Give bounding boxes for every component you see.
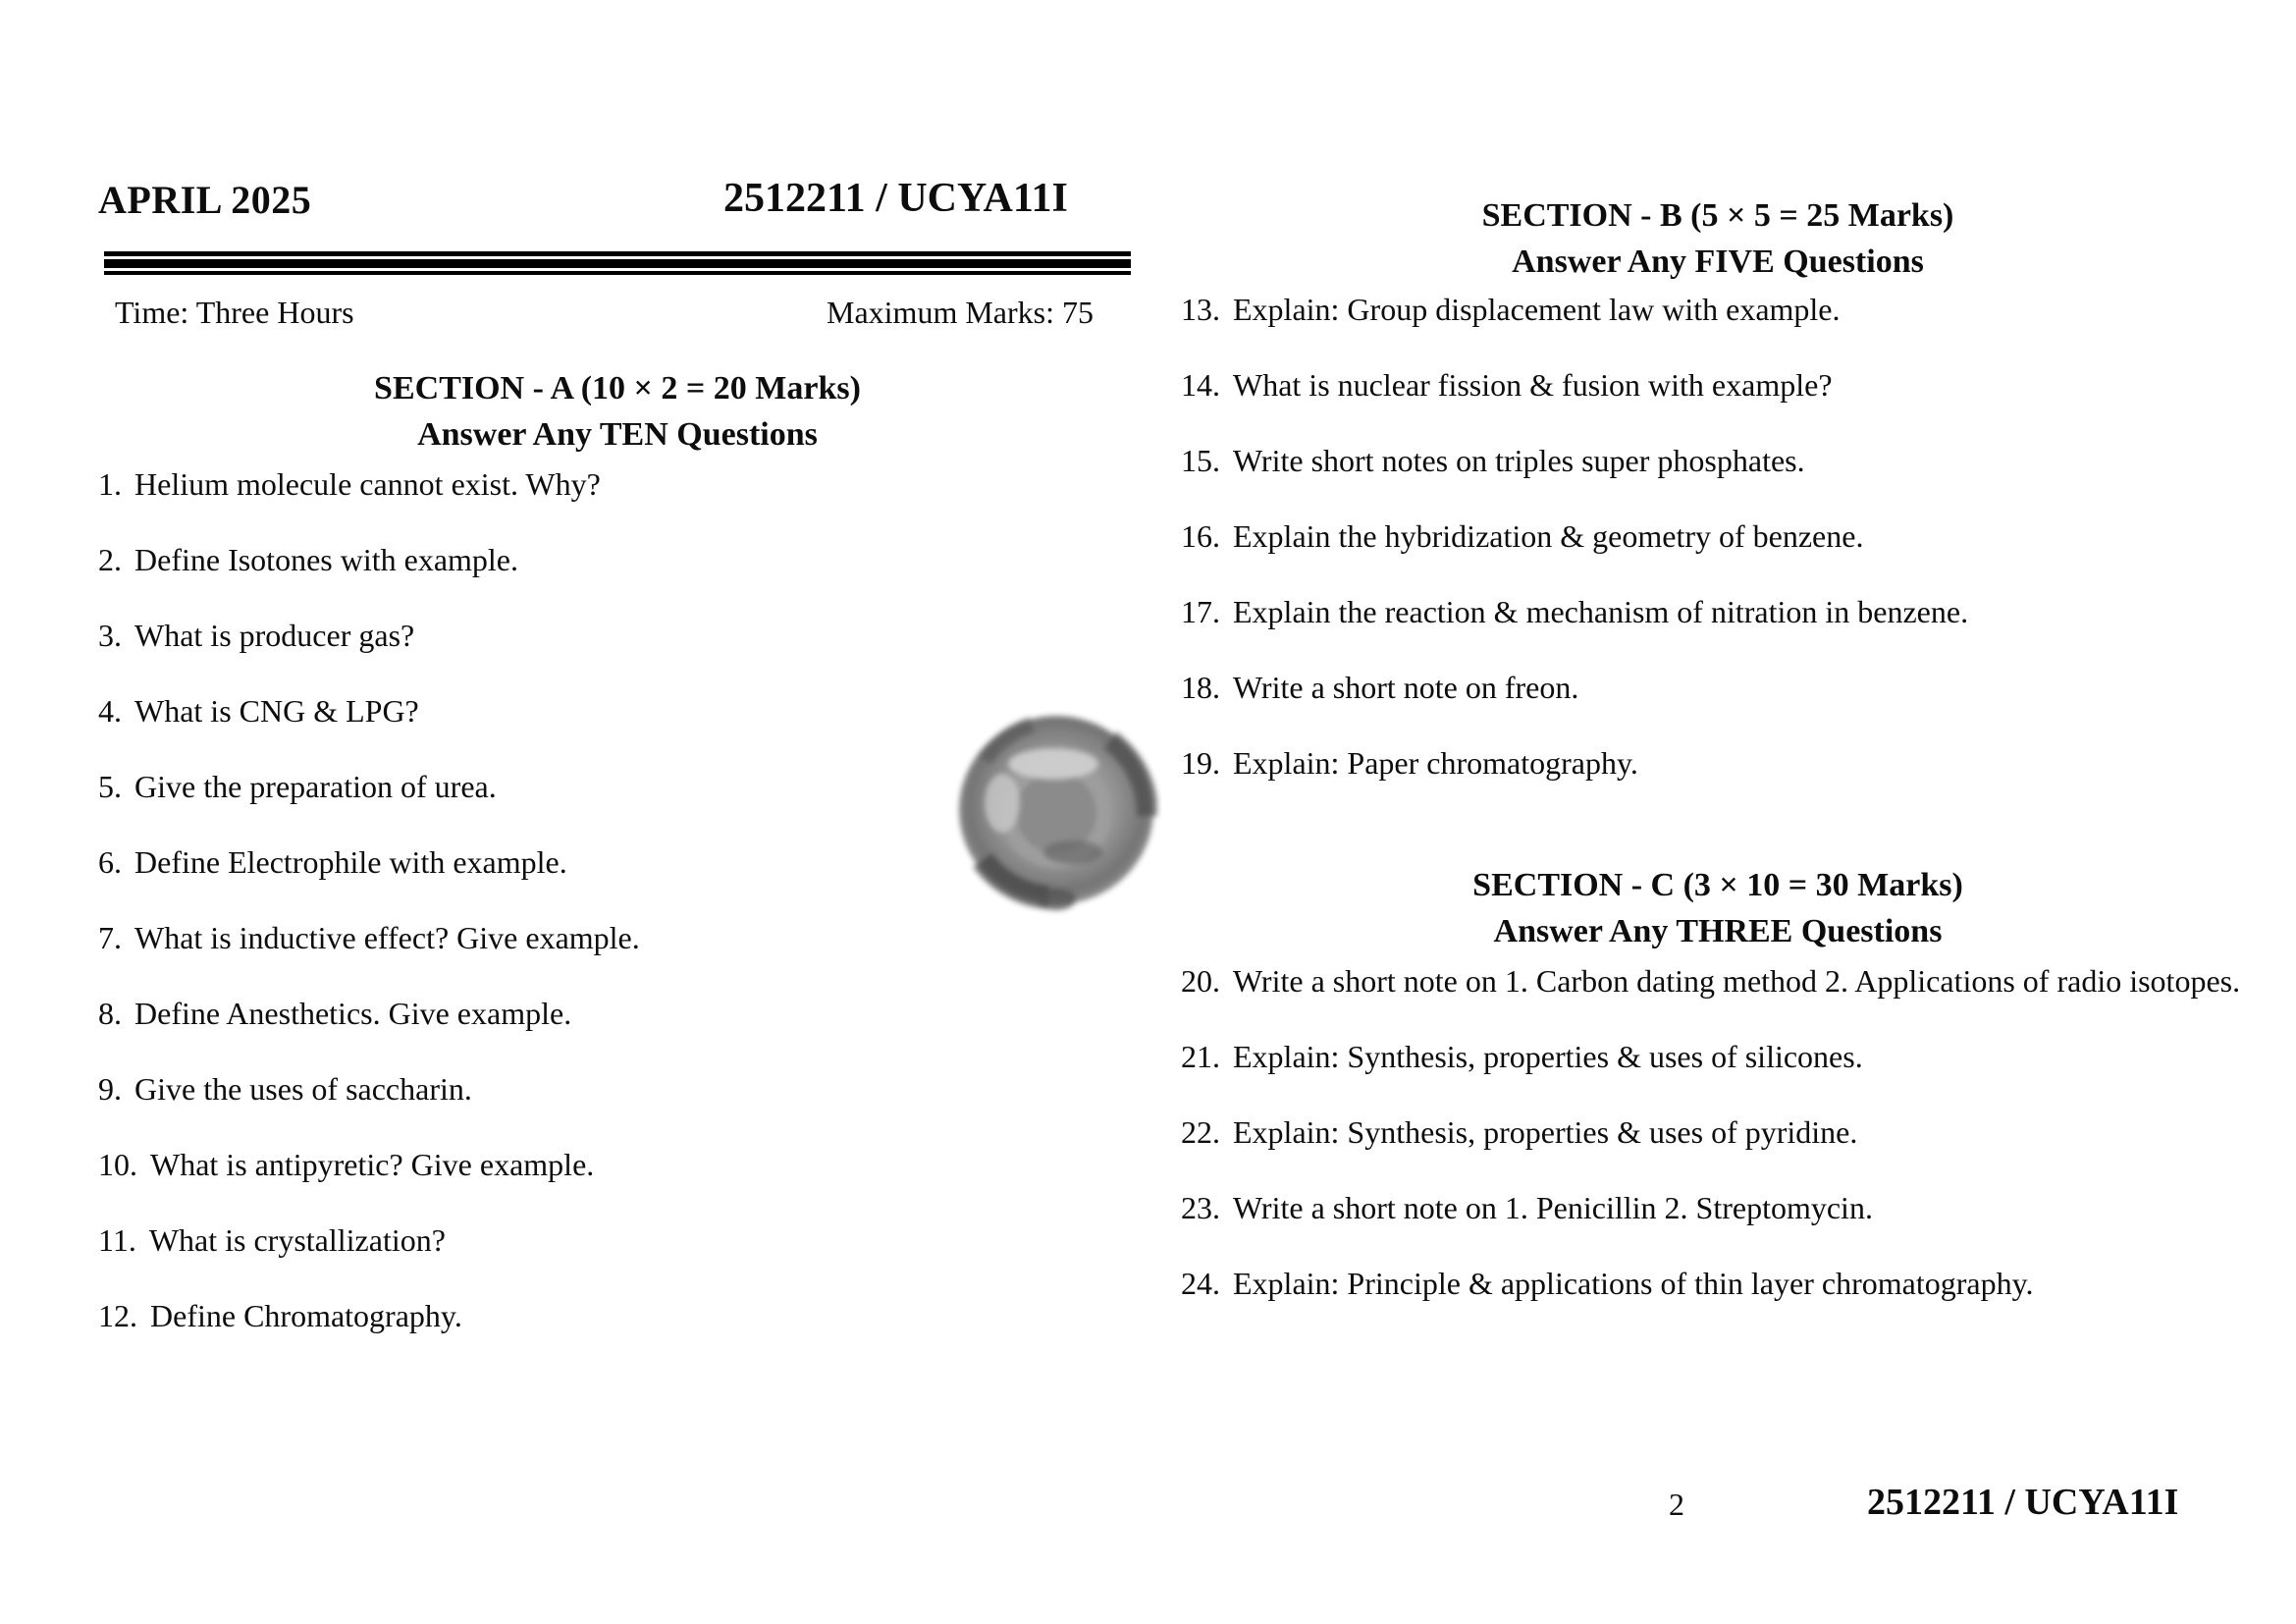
question-number: 16. — [1181, 518, 1220, 554]
question-number: 21. — [1181, 1039, 1220, 1074]
question-item — [98, 465, 1139, 503]
section-c-header — [1183, 862, 2253, 954]
question-text: What is antipyretic? Give example. — [150, 1147, 595, 1182]
question-text: Explain: Synthesis, properties & uses of silicones. — [1233, 1039, 1863, 1074]
question-number: 12. — [98, 1298, 137, 1333]
question-item — [98, 541, 1139, 578]
divider-line-thin-top — [104, 251, 1131, 256]
question-number: 6. — [98, 844, 122, 880]
section-c-title: SECTION - C (3 × 10 = 30 Marks) — [1472, 867, 1963, 903]
section-c-subtitle: Answer Any THREE Questions — [1493, 913, 1943, 949]
divider-line-thin-bottom — [104, 271, 1131, 275]
question-text: Write a short note on 1. Penicillin 2. Streptomycin. — [1233, 1190, 1873, 1225]
question-text: Explain: Synthesis, properties & uses of pyridine. — [1233, 1114, 1858, 1150]
question-text: Explain: Group displacement law with example. — [1233, 292, 1841, 327]
question-item — [98, 995, 1139, 1032]
section-a-header — [98, 365, 1137, 458]
question-number: 4. — [98, 693, 122, 729]
question-text: What is producer gas? — [134, 618, 415, 653]
question-item — [1181, 669, 2256, 706]
section-a-subtitle: Answer Any TEN Questions — [417, 416, 818, 453]
header-divider — [104, 251, 1131, 275]
question-number: 24. — [1181, 1266, 1220, 1301]
question-number: 8. — [98, 996, 122, 1031]
question-item — [98, 617, 1139, 654]
question-item — [98, 1070, 1139, 1108]
question-text: What is inductive effect? Give example. — [134, 920, 640, 955]
footer-course-code: 2512211 / UCYA11I — [1867, 1482, 2179, 1523]
section-a-title: SECTION - A (10 × 2 = 20 Marks) — [374, 370, 861, 406]
question-text: Give the preparation of urea. — [134, 769, 497, 804]
question-number: 5. — [98, 769, 122, 804]
question-text: Helium molecule cannot exist. Why? — [134, 466, 601, 502]
question-item — [1181, 291, 2256, 328]
question-number: 9. — [98, 1071, 122, 1107]
question-item — [1181, 1189, 2256, 1226]
question-text: Explain the hybridization & geometry of benzene. — [1233, 518, 1864, 554]
header-course-code: 2512211 / UCYA11I — [723, 176, 1068, 221]
question-number: 10. — [98, 1147, 137, 1182]
question-text: Explain the reaction & mechanism of nitration in benzene. — [1233, 594, 1969, 629]
question-item — [1181, 962, 2256, 1000]
question-item — [1181, 1113, 2256, 1151]
question-text: Explain: Principle & applications of thin layer chromatography. — [1233, 1266, 2034, 1301]
question-number: 20. — [1181, 963, 1220, 999]
question-item — [1181, 1038, 2256, 1075]
question-text: Give the uses of saccharin. — [134, 1071, 472, 1107]
question-item — [1181, 366, 2256, 404]
question-number: 22. — [1181, 1114, 1220, 1150]
question-number: 3. — [98, 618, 122, 653]
question-item — [1181, 517, 2256, 555]
question-item — [1181, 442, 2256, 479]
question-number: 2. — [98, 542, 122, 577]
header-date: APRIL 2025 — [98, 178, 312, 222]
section-b-questions — [1181, 291, 2256, 820]
question-text: What is crystallization? — [148, 1222, 446, 1258]
question-item — [98, 1297, 1139, 1334]
divider-line-thick — [104, 259, 1131, 268]
footer-page-number: 2 — [1669, 1487, 1684, 1522]
question-text: Define Electrophile with example. — [134, 844, 567, 880]
question-text: Write a short note on freon. — [1233, 670, 1579, 705]
section-b-title: SECTION - B (5 × 5 = 25 Marks) — [1481, 197, 1954, 234]
question-number: 18. — [1181, 670, 1220, 705]
question-number: 1. — [98, 466, 122, 502]
question-item — [1181, 1265, 2256, 1302]
question-text: Write short notes on triples super phosphates. — [1233, 443, 1805, 478]
question-item — [1181, 593, 2256, 630]
question-text: Define Isotones with example. — [134, 542, 518, 577]
question-item — [98, 1221, 1139, 1259]
maximum-marks-label: Maximum Marks: 75 — [827, 295, 1094, 330]
question-text: Define Anesthetics. Give example. — [134, 996, 572, 1031]
time-allowed-label: Time: Three Hours — [115, 295, 354, 330]
question-number: 23. — [1181, 1190, 1220, 1225]
question-number: 19. — [1181, 745, 1220, 781]
section-b-header — [1183, 192, 2253, 285]
question-number: 13. — [1181, 292, 1220, 327]
question-text: What is nuclear fission & fusion with example? — [1233, 367, 1833, 403]
circular-seal-stamp-watermark — [955, 713, 1157, 911]
section-b-subtitle: Answer Any FIVE Questions — [1512, 244, 1924, 280]
question-item — [1181, 744, 2256, 782]
section-a-questions — [98, 465, 1139, 1373]
question-number: 11. — [98, 1222, 136, 1258]
question-text: What is CNG & LPG? — [134, 693, 419, 729]
question-number: 14. — [1181, 367, 1220, 403]
question-number: 15. — [1181, 443, 1220, 478]
question-item — [98, 919, 1139, 956]
question-item — [98, 1146, 1139, 1183]
question-text: Define Chromatography. — [150, 1298, 462, 1333]
question-text: Write a short note on 1. Carbon dating method 2. Applications of radio isotopes. — [1233, 963, 2241, 999]
question-number: 7. — [98, 920, 122, 955]
section-c-questions — [1181, 962, 2256, 1340]
question-text: Explain: Paper chromatography. — [1233, 745, 1638, 781]
question-number: 17. — [1181, 594, 1220, 629]
